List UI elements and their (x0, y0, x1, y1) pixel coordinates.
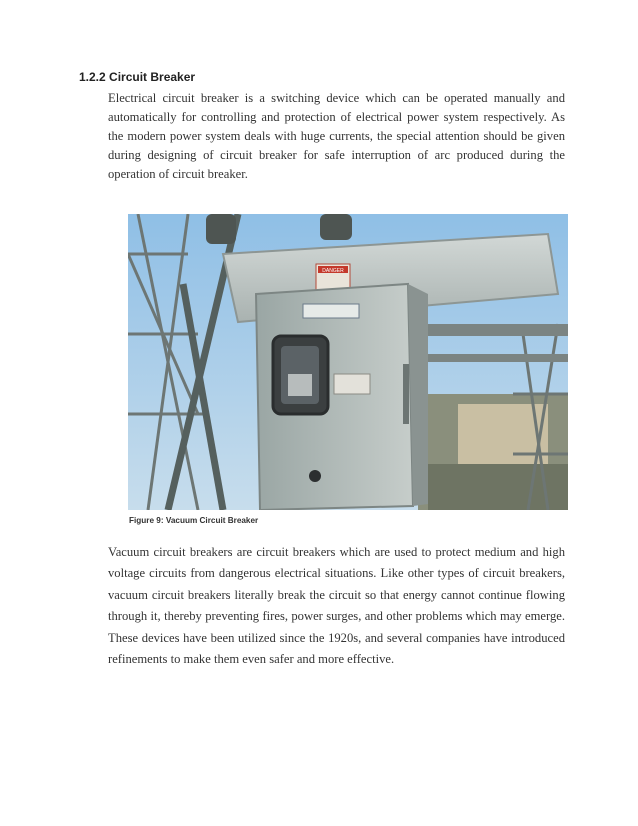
intro-paragraph: Electrical circuit breaker is a switching device which can be operated manually and automatically for controlling and protection of electrical power system respectively. As the modern power system deals with huge currents, the special attention should be given during designing of circuit breaker for safe interruption of arc produced during the operation of circuit breaker. (108, 91, 565, 181)
vacuum-circuit-breaker-photo (128, 214, 568, 510)
section-heading: 1.2.2 Circuit Breaker (79, 70, 196, 84)
danger-sign-label: DANGER (322, 268, 344, 274)
body-paragraph: Vacuum circuit breakers are circuit breakers which are used to protect medium and high voltage circuits from dangerous electrical situations. Like other types of circuit breakers, vacuum circuit breakers literally break the circuit so that energy cannot continue flowing through it, thereby preventing fires, power surges, and other problems which may emerge. These devices have been utilized since the 1920s, and several companies have introduced refinements to make them even safer and more effective. (108, 545, 565, 667)
figure-caption: Figure 9: Vacuum Circuit Breaker (129, 516, 259, 525)
